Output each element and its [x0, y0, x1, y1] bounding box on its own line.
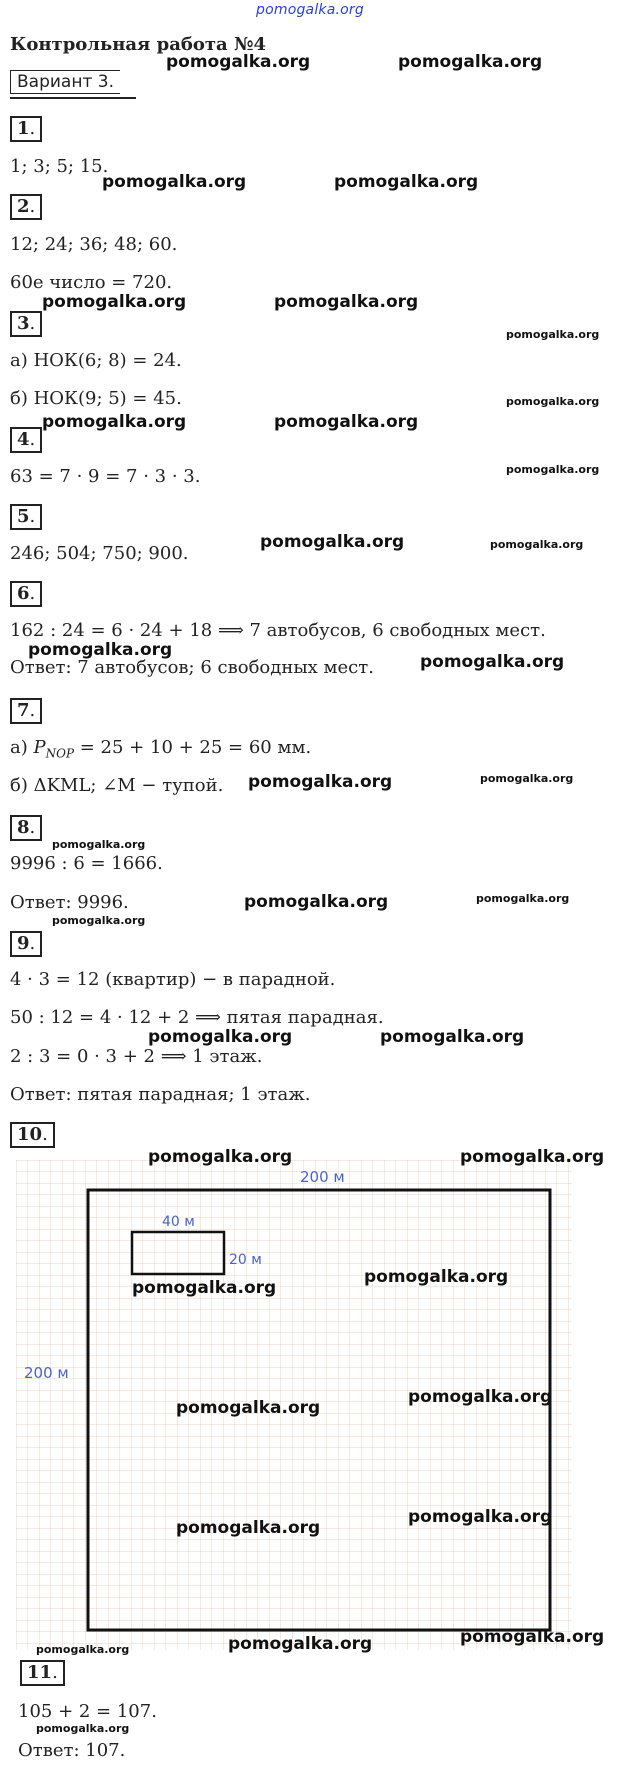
task-number-5: 5.	[10, 504, 42, 530]
watermark: pomogalka.org	[420, 652, 565, 672]
watermark: pomogalka.org	[36, 1722, 130, 1735]
watermark: pomogalka.org	[460, 1147, 605, 1167]
page-title: Контрольная работа №4	[10, 34, 267, 55]
task-11-line-1: 105 + 2 = 107.	[18, 1701, 157, 1722]
watermark: pomogalka.org	[28, 640, 173, 660]
watermark: pomogalka.org	[260, 532, 405, 552]
task-2-line-2: 60е число = 720.	[10, 272, 173, 293]
watermark: pomogalka.org	[398, 52, 543, 72]
task-6-line-2: Ответ: 7 автобусов; 6 свободных мест.	[10, 657, 374, 678]
watermark: pomogalka.org	[476, 892, 570, 905]
watermark: pomogalka.org	[36, 1643, 130, 1656]
watermark: pomogalka.org	[506, 463, 600, 476]
task-number-9: 9.	[10, 931, 42, 957]
watermark: pomogalka.org	[42, 292, 187, 312]
task-number-10: 10.	[10, 1122, 55, 1148]
task-7-line-2: б) ΔKML; ∠M − тупой.	[10, 775, 224, 796]
task-2-line-1: 12; 24; 36; 48; 60.	[10, 234, 178, 255]
task-5-line-1: 246; 504; 750; 900.	[10, 543, 189, 564]
watermark: pomogalka.org	[102, 172, 247, 192]
watermark: pomogalka.org	[52, 838, 146, 851]
task-8-line-1: 9996 : 6 = 1666.	[10, 853, 163, 874]
task-3-line-1: а) НОК(6; 8) = 24.	[10, 350, 182, 371]
task-9-line-3: 2 : 3 = 0 · 3 + 2 ⟹ 1 этаж.	[10, 1046, 263, 1067]
task-number-4: 4.	[10, 427, 42, 453]
watermark: pomogalka.org	[166, 52, 311, 72]
task-number-3: 3.	[10, 311, 42, 337]
watermark: pomogalka.org	[244, 892, 389, 912]
watermark: pomogalka.org	[460, 1627, 605, 1647]
variant-label: Вариант 3.	[10, 70, 120, 94]
watermark: pomogalka.org	[480, 772, 574, 785]
label-small-width: 40 м	[162, 1214, 195, 1230]
watermark: pomogalka.org	[148, 1147, 293, 1167]
label-small-height: 20 м	[229, 1252, 262, 1268]
task-8-line-2: Ответ: 9996.	[10, 892, 129, 913]
watermark: pomogalka.org	[228, 1634, 373, 1654]
task-number-6: 6.	[10, 581, 42, 607]
watermark: pomogalka.org	[148, 1027, 293, 1047]
watermark: pomogalka.org	[364, 1267, 509, 1287]
watermark: pomogalka.org	[42, 412, 187, 432]
task-9-line-1: 4 · 3 = 12 (квартир) − в парадной.	[10, 969, 336, 990]
label-left: 200 м	[24, 1364, 69, 1382]
watermark: pomogalka.org	[248, 772, 393, 792]
watermark: pomogalka.org	[274, 292, 419, 312]
task-number-1: 1.	[10, 116, 42, 142]
watermark: pomogalka.org	[408, 1507, 553, 1527]
watermark: pomogalka.org	[380, 1027, 525, 1047]
site-header[interactable]: pomogalka.org	[256, 2, 364, 18]
watermark: pomogalka.org	[176, 1518, 321, 1538]
watermark: pomogalka.org	[274, 412, 419, 432]
task-9-line-2: 50 : 12 = 4 · 12 + 2 ⟹ пятая парадная.	[10, 1007, 384, 1028]
task-3-line-2: б) НОК(9; 5) = 45.	[10, 388, 182, 409]
watermark: pomogalka.org	[490, 538, 584, 551]
task-11-line-2: Ответ: 107.	[18, 1740, 126, 1761]
watermark: pomogalka.org	[132, 1278, 277, 1298]
task-number-2: 2.	[10, 194, 42, 220]
watermark: pomogalka.org	[408, 1387, 553, 1407]
task-4-line-1: 63 = 7 · 9 = 7 · 3 · 3.	[10, 466, 201, 487]
task-number-7: 7.	[10, 698, 42, 724]
task-number-8: 8.	[10, 815, 42, 841]
watermark: pomogalka.org	[506, 328, 600, 341]
watermark: pomogalka.org	[506, 395, 600, 408]
task-7-line-1: а) $P_{NOP} = 25 + 10 + 25 = 60$ мм.	[10, 737, 312, 761]
watermark: pomogalka.org	[52, 914, 146, 927]
task-1-line-1: 1; 3; 5; 15.	[10, 156, 109, 177]
task-number-11: 11.	[20, 1660, 65, 1686]
task-6-line-1: 162 : 24 = 6 · 24 + 18 ⟹ 7 автобусов, 6 свободных мест.	[10, 620, 546, 641]
variant-underline	[10, 97, 136, 99]
label-top: 200 м	[300, 1168, 345, 1186]
task-9-line-4: Ответ: пятая парадная; 1 этаж.	[10, 1084, 311, 1105]
watermark: pomogalka.org	[176, 1398, 321, 1418]
watermark: pomogalka.org	[334, 172, 479, 192]
